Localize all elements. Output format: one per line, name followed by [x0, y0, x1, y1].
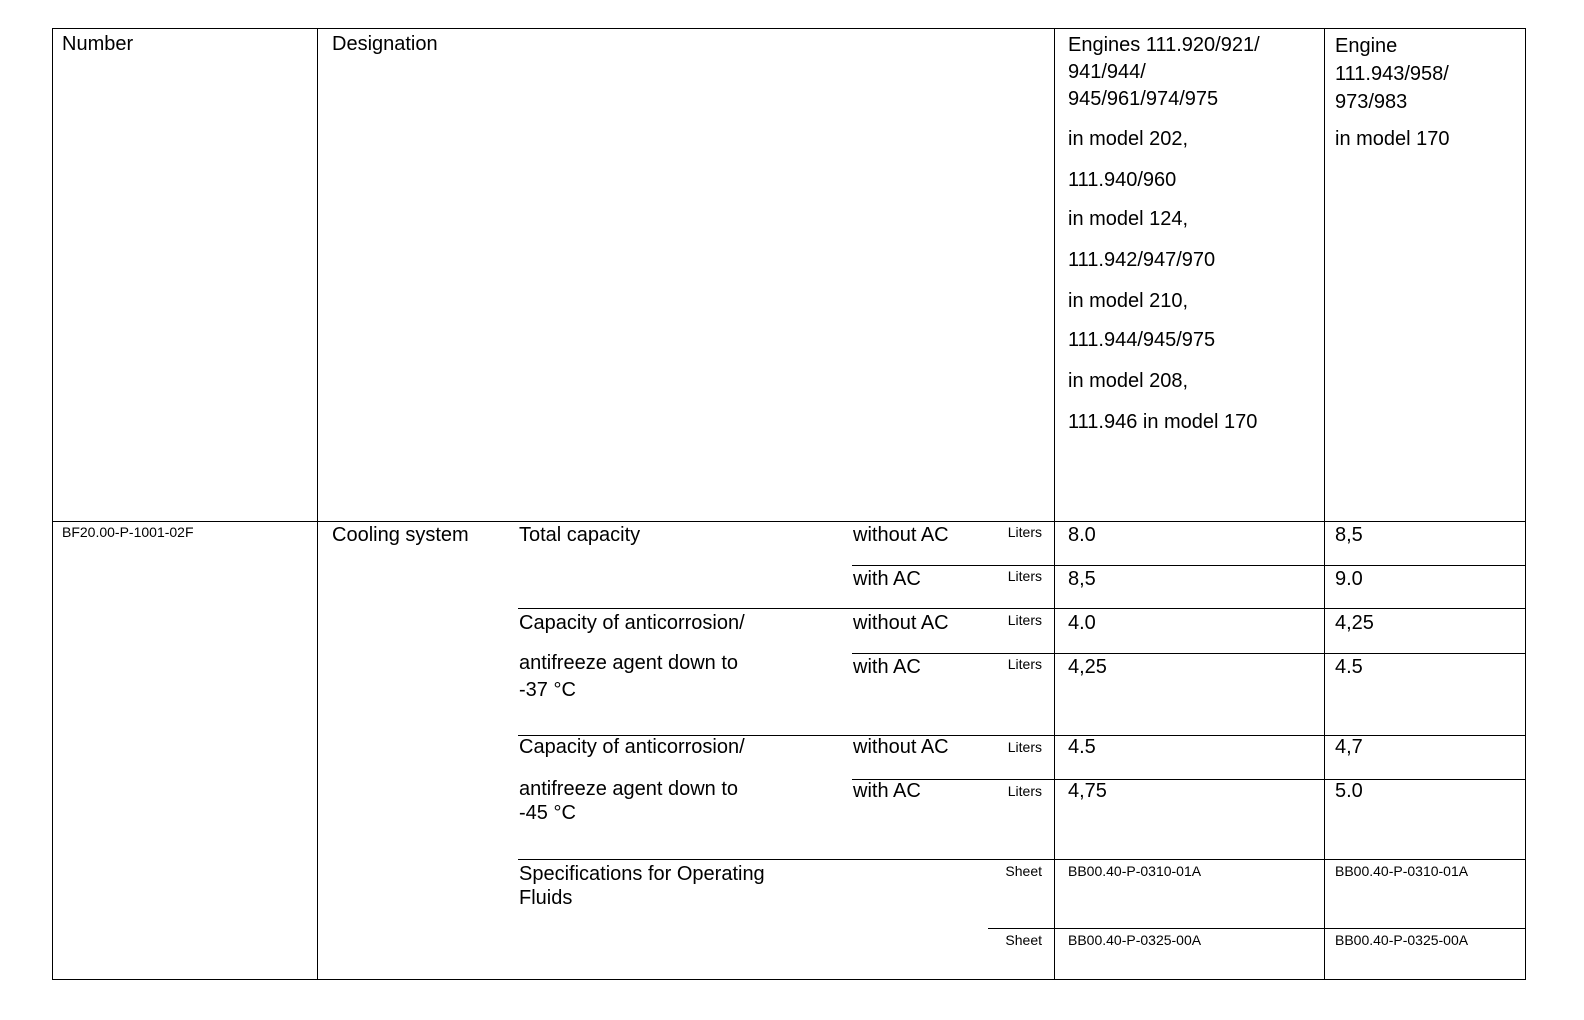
row-divider: [852, 565, 1526, 566]
sheet-reference: BB00.40-P-0325-00A: [1068, 932, 1202, 948]
header-number: Number: [62, 33, 134, 55]
model-line: 111.940/960: [1068, 169, 1177, 191]
value-cell: 4.5: [1068, 736, 1096, 758]
value-cell: 4,7: [1335, 736, 1363, 758]
row-divider: [852, 779, 1526, 780]
row-divider: [988, 928, 1526, 929]
header-engine-col2: Engine 111.943/958/ 973/983: [1335, 35, 1449, 113]
sheet-reference: BB00.40-P-0325-00A: [1335, 932, 1469, 948]
column-divider: [1324, 28, 1325, 980]
unit-label: Liters: [1007, 739, 1042, 755]
row-number: BF20.00-P-1001-02F: [62, 524, 194, 540]
anticorrosion-45-label-cont: antifreeze agent down to -45 °C: [519, 778, 739, 824]
value-cell: 8.0: [1068, 524, 1096, 546]
unit-label: Liters: [1007, 568, 1042, 584]
system-name: Cooling system: [332, 524, 469, 546]
condition-label: without AC: [853, 612, 949, 634]
value-cell: 4.5: [1335, 656, 1363, 678]
unit-label: Liters: [1007, 783, 1042, 799]
sheet-reference: BB00.40-P-0310-01A: [1068, 863, 1202, 879]
value-cell: 8,5: [1068, 568, 1096, 590]
total-capacity-label: Total capacity: [519, 524, 641, 546]
condition-label: with AC: [853, 656, 921, 678]
model-line: 111.942/947/970: [1068, 249, 1216, 271]
row-divider: [852, 653, 1526, 654]
model-line: in model 210,: [1068, 290, 1189, 312]
row-divider: [518, 608, 1526, 609]
header-designation: Designation: [332, 33, 438, 55]
model-line: in model 170: [1335, 128, 1450, 150]
sheet-reference: BB00.40-P-0310-01A: [1335, 863, 1469, 879]
value-cell: 8,5: [1335, 524, 1363, 546]
condition-label: with AC: [853, 568, 921, 590]
unit-label: Liters: [1007, 656, 1042, 672]
row-divider: [518, 859, 1526, 860]
header-engines-col1: Engines 111.920/921/ 941/944/ 945/961/974/975: [1068, 34, 1260, 110]
model-line: in model 124,: [1068, 208, 1189, 230]
row-divider: [52, 521, 1526, 522]
unit-label: Liters: [1007, 524, 1042, 540]
unit-label: Sheet: [1005, 863, 1042, 879]
value-cell: 9.0: [1335, 568, 1363, 590]
value-cell: 5.0: [1335, 780, 1363, 802]
anticorrosion-37-label-cont: antifreeze agent down to -37 °C: [519, 652, 739, 701]
condition-label: with AC: [853, 780, 921, 802]
model-line: in model 202,: [1068, 128, 1189, 150]
value-cell: 4,25: [1335, 612, 1374, 634]
anticorrosion-37-label: Capacity of anticorrosion/: [519, 612, 745, 634]
unit-label: Sheet: [1005, 932, 1042, 948]
model-line: 111.946 in model 170: [1068, 411, 1258, 433]
value-cell: 4,25: [1068, 656, 1107, 678]
anticorrosion-45-label: Capacity of anticorrosion/: [519, 736, 745, 758]
value-cell: 4.0: [1068, 612, 1096, 634]
model-line: in model 208,: [1068, 370, 1189, 392]
capacities-table: [52, 28, 1526, 980]
unit-label: Liters: [1007, 612, 1042, 628]
column-divider: [317, 28, 318, 980]
condition-label: without AC: [853, 736, 949, 758]
specifications-label: Specifications for Operating Fluids: [519, 863, 765, 909]
condition-label: without AC: [853, 524, 949, 546]
column-divider: [1054, 28, 1055, 980]
value-cell: 4,75: [1068, 780, 1107, 802]
model-line: 111.944/945/975: [1068, 329, 1216, 351]
